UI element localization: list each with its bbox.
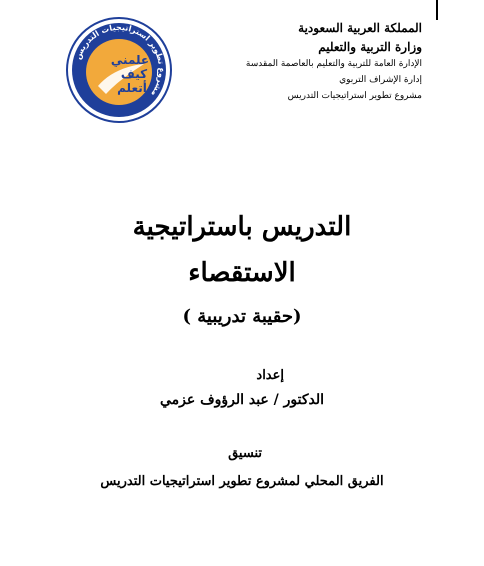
project-logo xyxy=(64,14,174,126)
document-header xyxy=(162,22,422,108)
document-subtitle: (حقيبة تدريبية ) xyxy=(182,306,302,327)
header-country: المملكة العربية السعودية xyxy=(298,21,422,35)
header-project: مشروع تطوير استراتيجيات التدريس xyxy=(287,91,422,101)
logo-word-3: أتعلم xyxy=(117,81,147,95)
text-cursor xyxy=(436,0,438,20)
header-ministry: وزارة التربية والتعليم xyxy=(318,40,422,54)
document-title-line-2: الاستقصاء xyxy=(188,258,296,288)
preparation-label: إعداد xyxy=(256,368,284,383)
author-name: الدكتور / عبد الرؤوف عزمي xyxy=(159,392,325,408)
coordination-team: الفريق المحلي لمشروع تطوير استراتيجيات التدريس xyxy=(100,474,384,489)
logo-word-1: علمني xyxy=(110,53,150,67)
header-directorate: الإدارة العامة للتربية والتعليم بالعاصمة المقدسة xyxy=(245,59,422,69)
header-department: إدارة الإشراف التربوي xyxy=(339,75,422,85)
coordination-label: تنسيق xyxy=(228,446,262,461)
logo-ring-text: مشروع تطوير استراتيجيات التدريس xyxy=(73,22,167,99)
document-title-line-1: التدريس باستراتيجية xyxy=(132,212,352,242)
logo-word-2: كيف xyxy=(120,67,148,81)
